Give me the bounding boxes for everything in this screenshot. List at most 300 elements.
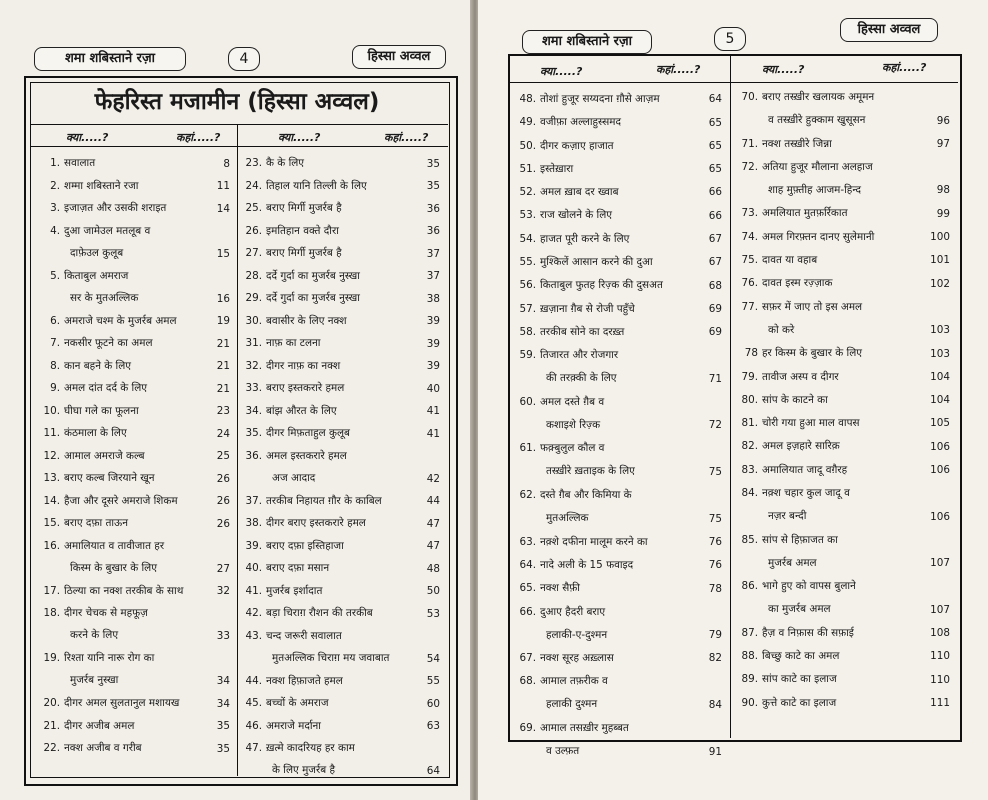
toc-entry xyxy=(238,220,442,243)
entry-number: 45. xyxy=(245,697,262,709)
entry-title: मुश्किलें आसान करने की दुआ xyxy=(540,256,653,269)
entry-number: 84. xyxy=(741,487,758,500)
entry-number: 76. xyxy=(741,277,758,290)
toc-entry xyxy=(512,344,724,391)
entry-number: 48. xyxy=(519,93,536,105)
entry-number: 70. xyxy=(741,91,758,103)
entry-number: 42. xyxy=(245,607,262,619)
entry-title: बराए दफ़ा मसान xyxy=(266,562,330,574)
entry-page: 96 xyxy=(936,114,950,127)
entry-number: 56. xyxy=(519,279,536,292)
entry-title: कंठमाला के लिए xyxy=(64,427,127,439)
entry-number: 39. xyxy=(245,539,262,552)
toc-entry xyxy=(238,422,442,445)
toc-entry xyxy=(734,296,952,343)
toc-entry xyxy=(36,445,232,468)
entry-number: 61. xyxy=(519,442,536,455)
entry-title: तरकीब निहायत ग़ौर के काबिल xyxy=(266,494,382,507)
entry-page: 24 xyxy=(216,427,230,440)
toc-entry xyxy=(512,484,724,531)
entry-number: 8. xyxy=(50,359,60,372)
entry-title: बराए दफ़ा इस्तिहाजा xyxy=(266,539,344,552)
entry-title-continued: मुतअल्लिक xyxy=(546,512,589,525)
entry-page: 78 xyxy=(708,582,722,595)
toc-entry xyxy=(734,249,952,272)
toc-entry xyxy=(512,181,724,204)
toc-entry xyxy=(734,482,952,529)
entry-title: दीगर मिफ़ताहुल कुलूब xyxy=(266,427,350,439)
entry-page: 64 xyxy=(708,93,722,106)
entry-page: 40 xyxy=(426,382,440,395)
entry-title-continued: किस्म के बुखार के लिए xyxy=(70,561,157,574)
toc-entry xyxy=(36,197,232,220)
entry-number: 11. xyxy=(43,427,60,439)
entry-page: 82 xyxy=(708,652,722,665)
entry-title: सफ़र में जाए तो इस अमल xyxy=(762,300,863,313)
entry-page: 35 xyxy=(216,742,230,755)
entry-page: 104 xyxy=(930,394,950,407)
entry-title-continued: हलाकी दुश्मन xyxy=(546,698,598,711)
toc-heading: फेहरिस्त मजामीन (हिस्सा अव्वल) xyxy=(94,89,380,115)
entry-number: 58. xyxy=(519,325,536,338)
entry-page: 64 xyxy=(426,765,440,777)
entry-page: 44 xyxy=(426,495,440,507)
toc-entry xyxy=(734,156,952,203)
entry-number: 75. xyxy=(741,254,758,267)
entry-number: 17. xyxy=(43,584,60,597)
entry-number: 21. xyxy=(43,719,60,732)
entry-title: किताबुल फुतह रिज़्क की दुसअत xyxy=(540,279,663,292)
entry-title: दुआ जामेउल मतलूब व xyxy=(64,224,151,237)
entry-number: 79. xyxy=(741,370,758,383)
entry-number: 85. xyxy=(741,533,758,546)
entry-number: 44. xyxy=(245,674,262,687)
entry-title: दुआए हैदरी बराए xyxy=(540,605,606,618)
entry-number: 4. xyxy=(50,224,60,237)
col-head-where-3: कहां.....? xyxy=(656,63,701,76)
col-head-what-1: क्या.....? xyxy=(66,131,109,144)
entry-number: 25. xyxy=(245,202,262,214)
entry-page: 60 xyxy=(426,697,440,710)
toc-column-4 xyxy=(734,86,952,715)
toc-entry xyxy=(36,647,232,692)
entry-title: तिहाल यानि तिल्ली के लिए xyxy=(266,179,367,192)
toc-entry xyxy=(36,737,232,760)
entry-page: 39 xyxy=(426,360,440,372)
entry-number: 49. xyxy=(519,116,536,129)
entry-page: 23 xyxy=(216,405,230,417)
entry-page: 101 xyxy=(930,254,950,267)
entry-number: 82. xyxy=(741,440,758,453)
toc-entry xyxy=(512,111,724,134)
entry-page: 35 xyxy=(216,720,230,732)
entry-title: दावत इस्म रज़्ज़ाक xyxy=(762,277,833,290)
entry-title: किताबुल अमराज xyxy=(64,269,129,282)
entry-title: नकसीर फूटने का अमल xyxy=(64,337,153,349)
entry-page: 66 xyxy=(708,186,722,199)
toc-entry xyxy=(36,355,232,378)
entry-title: तोशां हुजूर सय्यदना ग़ौसे आज़म xyxy=(540,93,660,105)
entry-title: बराए तस्ख़ीर खलायक अमूमन xyxy=(762,91,875,103)
entry-number: 54. xyxy=(519,232,536,245)
entry-title-continued: के लिए मुजर्रब है xyxy=(272,764,335,776)
toc-entry xyxy=(734,622,952,645)
col-head-what-3: क्या.....? xyxy=(540,65,583,78)
toc-entry xyxy=(238,602,442,625)
entry-title: नक्श सूरह अख़्लास xyxy=(540,652,614,665)
entry-title: तावीज अस्प व दीगर xyxy=(762,370,839,383)
entry-title: फक़्बुलुल कौल व xyxy=(540,442,605,455)
entry-title: ठिल्या का नक्श तरकीब के साथ xyxy=(64,584,184,597)
entry-page: 37 xyxy=(426,270,440,282)
toc-entry xyxy=(238,715,442,738)
entry-title-continued: तस्ख़ीरे ख़ताइक के लिए xyxy=(546,465,635,478)
entry-page: 69 xyxy=(708,326,722,339)
entry-title: अमल इज़हारे सारिक़ xyxy=(762,440,840,453)
entry-title-continued: अज आदाद xyxy=(272,471,316,484)
entry-number: 16. xyxy=(43,539,60,552)
entry-title: अमल इस्तकरारे हमल xyxy=(266,449,347,462)
entry-title: अमराजे चश्म के मुजर्रब अमल xyxy=(64,314,177,327)
entry-number: 57. xyxy=(519,302,536,315)
running-title-left: शमा शबिस्ताने रज़ा xyxy=(34,47,186,71)
entry-title: दर्दे गुर्दा का मुजर्रब नुस्खा xyxy=(266,269,360,282)
entry-number: 59. xyxy=(519,349,536,362)
entry-title: अमल दांत दर्द के लिए xyxy=(64,382,148,394)
toc-entry xyxy=(238,692,442,715)
entry-number: 87. xyxy=(741,626,758,639)
toc-entry xyxy=(238,490,442,513)
entry-page: 68 xyxy=(708,279,722,292)
entry-title: आमाल अमराजे कल्ब xyxy=(64,449,145,462)
toc-entry xyxy=(238,670,442,693)
entry-page: 34 xyxy=(216,675,230,687)
entry-title: आमाल तसख़ीर मुहब्बत xyxy=(540,722,629,735)
entry-title-continued: व तस्ख़ीरे हुक्काम खुसूसन xyxy=(768,114,866,126)
toc-entry xyxy=(36,467,232,490)
toc-entry xyxy=(512,531,724,554)
entry-page: 91 xyxy=(708,745,722,758)
entry-number: 20. xyxy=(43,697,60,709)
entry-number: 63. xyxy=(519,535,536,548)
col-head-where-2: कहां.....? xyxy=(384,131,429,144)
entry-title-continued: व उल्फ़त xyxy=(546,745,580,758)
toc-entry xyxy=(238,400,442,423)
entry-title: बांझ औरत के लिए xyxy=(266,404,337,417)
entry-page: 102 xyxy=(930,277,950,290)
entry-title: अमल गिरफ़्तन दानए सुलेमानी xyxy=(762,230,875,243)
entry-number: 90. xyxy=(741,696,758,709)
entry-page: 67 xyxy=(708,256,722,269)
toc-entry xyxy=(36,175,232,198)
entry-title: मुजर्रब इर्शादात xyxy=(266,584,323,597)
entry-number: 28. xyxy=(245,269,262,282)
entry-title-continued: का मुजर्रब अमल xyxy=(768,603,831,616)
entry-page: 19 xyxy=(216,315,230,327)
entry-page: 21 xyxy=(216,360,230,372)
entry-page: 104 xyxy=(930,370,950,383)
entry-title: बराए मिर्गी मुजर्रब है xyxy=(266,202,342,214)
col-head-where-4: कहां.....? xyxy=(882,61,927,74)
entry-title: सांप के काटने का xyxy=(762,393,828,406)
entry-title: सांप काटे का इलाज xyxy=(762,673,837,686)
toc-entry xyxy=(36,422,232,445)
entry-number: 33. xyxy=(245,382,262,394)
entry-number: 2. xyxy=(50,179,60,192)
entry-number: 78 xyxy=(744,347,758,360)
entry-page: 42 xyxy=(426,472,440,485)
entry-title: बराए इस्तकरारे हमल xyxy=(266,382,345,394)
entry-title-continued: की तरक़्की के लिए xyxy=(546,372,617,385)
entry-title: अमल दस्ते ग़ैब व xyxy=(540,395,605,408)
entry-number: 55. xyxy=(519,256,536,269)
entry-number: 32. xyxy=(245,359,262,372)
entry-page: 16 xyxy=(216,292,230,305)
entry-title-continued: को करे xyxy=(768,323,795,336)
toc-entry xyxy=(734,529,952,576)
entry-page: 32 xyxy=(216,585,230,597)
entry-title: वजीफ़ा अल्लाहुस्समद xyxy=(540,116,621,129)
toc-entry xyxy=(36,310,232,333)
section-label-right: हिस्सा अव्वल xyxy=(840,18,938,42)
entry-page: 26 xyxy=(216,472,230,485)
entry-title: इजाज़त और उसकी शराइत xyxy=(64,202,167,214)
toc-entry xyxy=(36,512,232,535)
entry-page: 65 xyxy=(708,139,722,152)
entry-number: 60. xyxy=(519,395,536,408)
column-divider-right xyxy=(730,56,731,738)
entry-page: 72 xyxy=(708,419,722,432)
entry-page: 76 xyxy=(708,535,722,548)
entry-title: नक्श सैफ़ी xyxy=(540,582,580,595)
entry-number: 71. xyxy=(741,137,758,150)
entry-page: 50 xyxy=(426,585,440,597)
entry-page: 48 xyxy=(426,562,440,575)
entry-title: अमलियात मुतफ़र्रिकात xyxy=(762,207,848,220)
toc-entry xyxy=(238,625,442,670)
entry-title: कान बहने के लिए xyxy=(64,359,132,372)
entry-number: 15. xyxy=(43,517,60,529)
toc-entry xyxy=(512,437,724,484)
entry-page: 110 xyxy=(930,650,950,663)
entry-number: 72. xyxy=(741,160,758,173)
entry-title: बराए कल्ब जिरयाने खून xyxy=(64,472,155,484)
toc-entry xyxy=(512,601,724,648)
entry-number: 27. xyxy=(245,247,262,259)
entry-title: अमालियात व तावीजात हर xyxy=(64,539,165,552)
entry-page: 55 xyxy=(426,675,440,687)
entry-page: 103 xyxy=(930,324,950,337)
toc-entry xyxy=(734,668,952,691)
entry-number: 81. xyxy=(741,417,758,430)
toc-entry xyxy=(512,135,724,158)
entry-page: 110 xyxy=(930,673,950,686)
entry-number: 73. xyxy=(741,207,758,220)
page-number-left: 4 xyxy=(228,47,260,71)
entry-number: 9. xyxy=(50,382,60,394)
right-page xyxy=(478,0,988,800)
entry-page: 71 xyxy=(708,372,722,385)
entry-page: 41 xyxy=(426,405,440,417)
toc-entry xyxy=(238,265,442,288)
entry-title: नक्श अजीब व गरीब xyxy=(64,742,142,754)
entry-page: 27 xyxy=(216,562,230,575)
entry-number: 69. xyxy=(519,722,536,735)
toc-entry xyxy=(238,512,442,535)
entry-page: 65 xyxy=(708,116,722,129)
toc-entry xyxy=(238,377,442,400)
entry-page: 53 xyxy=(426,607,440,620)
entry-number: 38. xyxy=(245,517,262,529)
entry-page: 107 xyxy=(930,603,950,616)
toc-entry xyxy=(36,152,232,175)
entry-page: 26 xyxy=(216,517,230,530)
entry-title: अमराजे मर्दाना xyxy=(266,719,321,732)
entry-number: 83. xyxy=(741,463,758,476)
entry-number: 51. xyxy=(519,162,536,175)
entry-title: नक़्श चहार कुल जादू व xyxy=(762,487,850,500)
toc-entry xyxy=(238,535,442,558)
entry-title-continued: शाह मुफ़्तीह आजम-हिन्द xyxy=(768,183,862,196)
entry-title: हैजा और दूसरे अमराजे शिकम xyxy=(64,494,178,507)
toc-entry xyxy=(512,717,724,764)
toc-entry xyxy=(36,535,232,580)
entry-number: 37. xyxy=(245,494,262,507)
toc-entry xyxy=(238,310,442,333)
col-head-where-1: कहां.....? xyxy=(176,131,221,144)
entry-page: 14 xyxy=(216,202,230,215)
entry-title-continued: हलाकी-ए-दुश्मन xyxy=(546,628,608,641)
entry-number: 80. xyxy=(741,393,758,406)
entry-title: रिश्ता यानि नारू रोग का xyxy=(64,652,155,664)
entry-page: 84 xyxy=(708,699,722,712)
entry-number: 31. xyxy=(245,337,262,349)
entry-title: नक्श हिफ़ाजते हमल xyxy=(266,674,343,687)
toc-entry xyxy=(734,435,952,458)
entry-page: 105 xyxy=(930,417,950,430)
entry-page: 21 xyxy=(216,337,230,350)
entry-number: 77. xyxy=(741,300,758,313)
toc-entry xyxy=(734,645,952,668)
entry-title: राज खोलने के लिए xyxy=(540,209,613,222)
toc-entry xyxy=(36,580,232,603)
toc-entry xyxy=(734,133,952,156)
toc-entry xyxy=(238,580,442,603)
entry-title: दीगर अजीब अमल xyxy=(64,719,135,732)
entry-title: आमाल तफ़रीक व xyxy=(540,675,608,688)
entry-number: 62. xyxy=(519,489,536,502)
entry-page: 98 xyxy=(936,184,950,197)
entry-number: 89. xyxy=(741,673,758,686)
entry-page: 106 xyxy=(930,464,950,477)
entry-number: 43. xyxy=(245,629,262,642)
running-title-right: शमा शबिस्ताने रज़ा xyxy=(522,30,652,54)
toc-entry xyxy=(36,490,232,513)
entry-title: दर्दे गुर्दा का मुजर्रब नुस्खा xyxy=(266,292,360,304)
entry-page: 106 xyxy=(930,510,950,523)
entry-number: 24. xyxy=(245,179,262,192)
entry-title: दीगर कज़ाए हाजात xyxy=(540,139,614,152)
entry-page: 38 xyxy=(426,292,440,305)
entry-number: 1. xyxy=(50,157,60,169)
entry-title: चोरी गया हुआ माल वापस xyxy=(762,417,860,430)
entry-title: अमालियात जादू वग़ैरह xyxy=(762,463,848,476)
entry-title: सवालात xyxy=(64,157,96,169)
entry-title: बराए दफ़ा ताऊन xyxy=(64,517,128,529)
entry-title: हैज़ व निफ़ास की सफ़ाई xyxy=(762,626,854,639)
entry-page: 67 xyxy=(708,233,722,246)
entry-number: 30. xyxy=(245,314,262,327)
toc-entry xyxy=(512,321,724,344)
entry-number: 36. xyxy=(245,449,262,462)
toc-entry xyxy=(734,389,952,412)
entry-number: 41. xyxy=(245,584,262,597)
entry-title-continued: दाफ़ेउल कुलूब xyxy=(70,246,124,259)
entry-number: 5. xyxy=(50,269,60,282)
entry-number: 64. xyxy=(519,558,536,571)
entry-page: 103 xyxy=(930,347,950,360)
entry-page: 97 xyxy=(936,137,950,150)
toc-entry xyxy=(512,228,724,251)
entry-number: 50. xyxy=(519,139,536,152)
entry-page: 108 xyxy=(930,627,950,640)
entry-title: नक्श तस्ख़ीरे जिन्ना xyxy=(762,137,832,150)
entry-title-continued: नज़र बन्दी xyxy=(768,510,807,523)
entry-page: 37 xyxy=(426,247,440,260)
toc-entry xyxy=(238,557,442,580)
entry-title: नक़्शे दफीना मालूम करने का xyxy=(540,535,648,548)
entry-number: 53. xyxy=(519,209,536,222)
toc-entry xyxy=(512,158,724,181)
entry-page: 34 xyxy=(216,697,230,710)
entry-title: तिजारत और रोजगार xyxy=(540,349,619,362)
toc-entry xyxy=(36,715,232,738)
entry-title-continued: कशाइशे रिज़्क xyxy=(546,418,601,431)
entry-title: बड़ा चिराग़ रौशन की तरकीब xyxy=(266,607,373,619)
entry-page: 41 xyxy=(426,427,440,440)
entry-page: 100 xyxy=(930,231,950,244)
entry-title: शम्मा शबिस्ताने रजा xyxy=(64,179,139,192)
entry-title: बराए मिर्गी मुजर्रब है xyxy=(266,247,342,259)
heading-rule-left xyxy=(30,124,448,125)
toc-entry xyxy=(734,342,952,365)
entry-number: 22. xyxy=(43,742,60,754)
entry-page: 36 xyxy=(426,202,440,215)
entry-title: बवासीर के लिए नक्श xyxy=(266,314,347,327)
toc-entry xyxy=(238,355,442,378)
toc-entry xyxy=(512,554,724,577)
entry-number: 86. xyxy=(741,580,758,593)
entry-number: 65. xyxy=(519,582,536,595)
toc-entry xyxy=(512,391,724,438)
entry-number: 10. xyxy=(43,404,60,417)
entry-title-continued: करने के लिए xyxy=(70,629,119,641)
entry-number: 18. xyxy=(43,607,60,619)
entry-title-continued: मुतअल्लिक चिराग़ मय जवाबात xyxy=(272,651,390,664)
entry-page: 65 xyxy=(708,163,722,176)
entry-title: दस्ते ग़ैब और किमिया के xyxy=(540,489,632,502)
toc-entry xyxy=(734,366,952,389)
toc-entry xyxy=(512,577,724,600)
entry-title: दावत या वहाब xyxy=(762,254,818,267)
entry-title: ख़ज़ाना ग़ैब से रोजी पहुँचे xyxy=(540,302,635,315)
entry-number: 52. xyxy=(519,186,536,199)
toc-entry xyxy=(36,220,232,265)
entry-number: 40. xyxy=(245,562,262,574)
toc-entry xyxy=(512,274,724,297)
entry-title: घीघा गले का फूलना xyxy=(64,404,139,417)
toc-column-2 xyxy=(238,152,442,782)
